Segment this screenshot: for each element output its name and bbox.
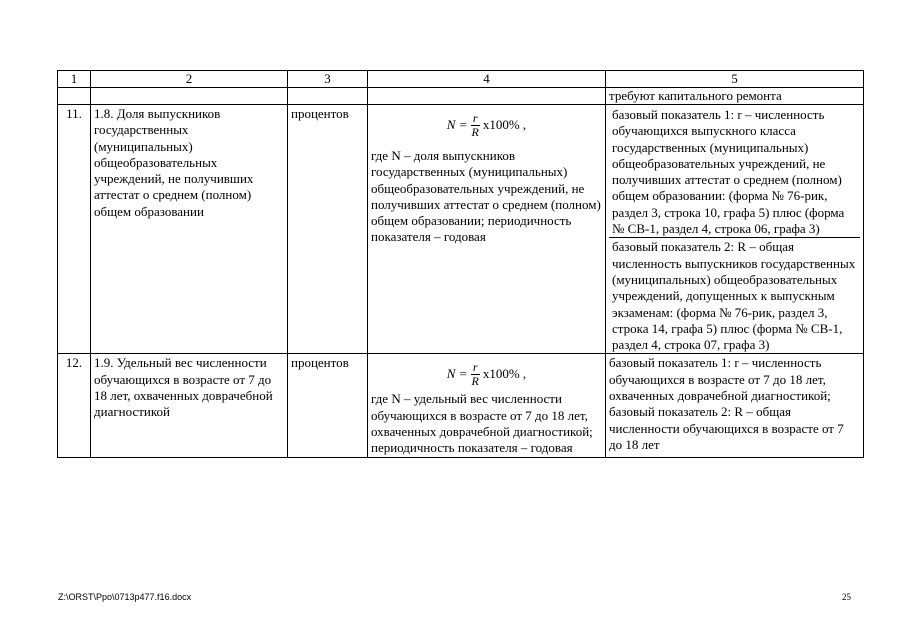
formula: N = $\frac{r}{R}$ x100% ,: [446, 110, 527, 139]
unit-cell: процентов: [288, 354, 368, 457]
formula-fraction: $\frac{r}{R}$: [471, 110, 479, 139]
base-indicator-2: базовый показатель 2: R – общая численность выпускников государственных (муниципальных) общеобразовательных учреждений, допущенных к выпускным экзаменам: (форма № 76-рик, раздел 3, строка 14, графа 5) плюс (форма № СВ-1, раздел 4, строка 07, графа 3): [612, 239, 856, 353]
indicator-name: 1.9. Удельный вес численности обучающихся в возрасте от 7 до 18 лет, охваченных доврачебной диагностикой: [91, 354, 288, 457]
method-cell: [368, 354, 606, 457]
method-cell: [368, 105, 606, 354]
formula: N = $\frac{r}{R}$ x100% ,: [446, 359, 527, 388]
header-row: [58, 71, 864, 88]
header-cell-1: 1: [58, 71, 91, 88]
table-row: [58, 354, 864, 457]
header-cell-3: 3: [288, 71, 368, 88]
continuation-row: [58, 88, 864, 105]
indicator-name: 1.8. Доля выпускников государственных (муниципальных) общеобразовательных учреждений, не получивших аттестат о среднем (полном) общем образовании: [91, 105, 288, 354]
row-number: 12.: [58, 354, 91, 457]
continuation-text: требуют капитального ремонта: [606, 88, 864, 105]
table-row: [58, 105, 864, 354]
header-cell-5: 5: [606, 71, 864, 88]
indicator-table: [57, 70, 864, 458]
page-number: 25: [842, 592, 851, 602]
method-text: где N – доля выпускников государственных (муниципальных) общеобразовательных учреждений, не получивших аттестат о среднем (полном) общем образовании; периодичность показателя – годовая: [371, 148, 601, 245]
indicators-cell: [606, 105, 864, 354]
formula-fraction: $\frac{r}{R}$: [471, 359, 479, 388]
row-number: 11.: [58, 105, 91, 354]
base-indicator-1: базовый показатель 1: r – численность обучающихся выпускного класса государственных (муниципальных) общеобразовательных учреждений, не получивших аттестат о среднем (полном) общем образовании: (форма № 76-рик, раздел 3, строка 10, графа 5) плюс (форма № СВ-1, раздел 4, строка 06, графа 3): [609, 106, 860, 238]
header-cell-2: 2: [91, 71, 288, 88]
indicators-cell: базовый показатель 1: r – численность обучающихся в возрасте от 7 до 18 лет, охваченных доврачебной диагностикой; базовый показатель 2: R – общая численности обучающихся в возрасте от 7 до 18 лет: [606, 354, 864, 457]
method-text: где N – удельный вес численности обучающихся в возрасте от 7 до 18 лет, охваченных доврачебной диагностикой; периодичность показателя – годовая: [371, 391, 593, 456]
header-cell-4: 4: [368, 71, 606, 88]
unit-cell: процентов: [288, 105, 368, 354]
footer-file-path: Z:\ORST\Ppo\0713p477.f16.docx: [58, 592, 192, 602]
